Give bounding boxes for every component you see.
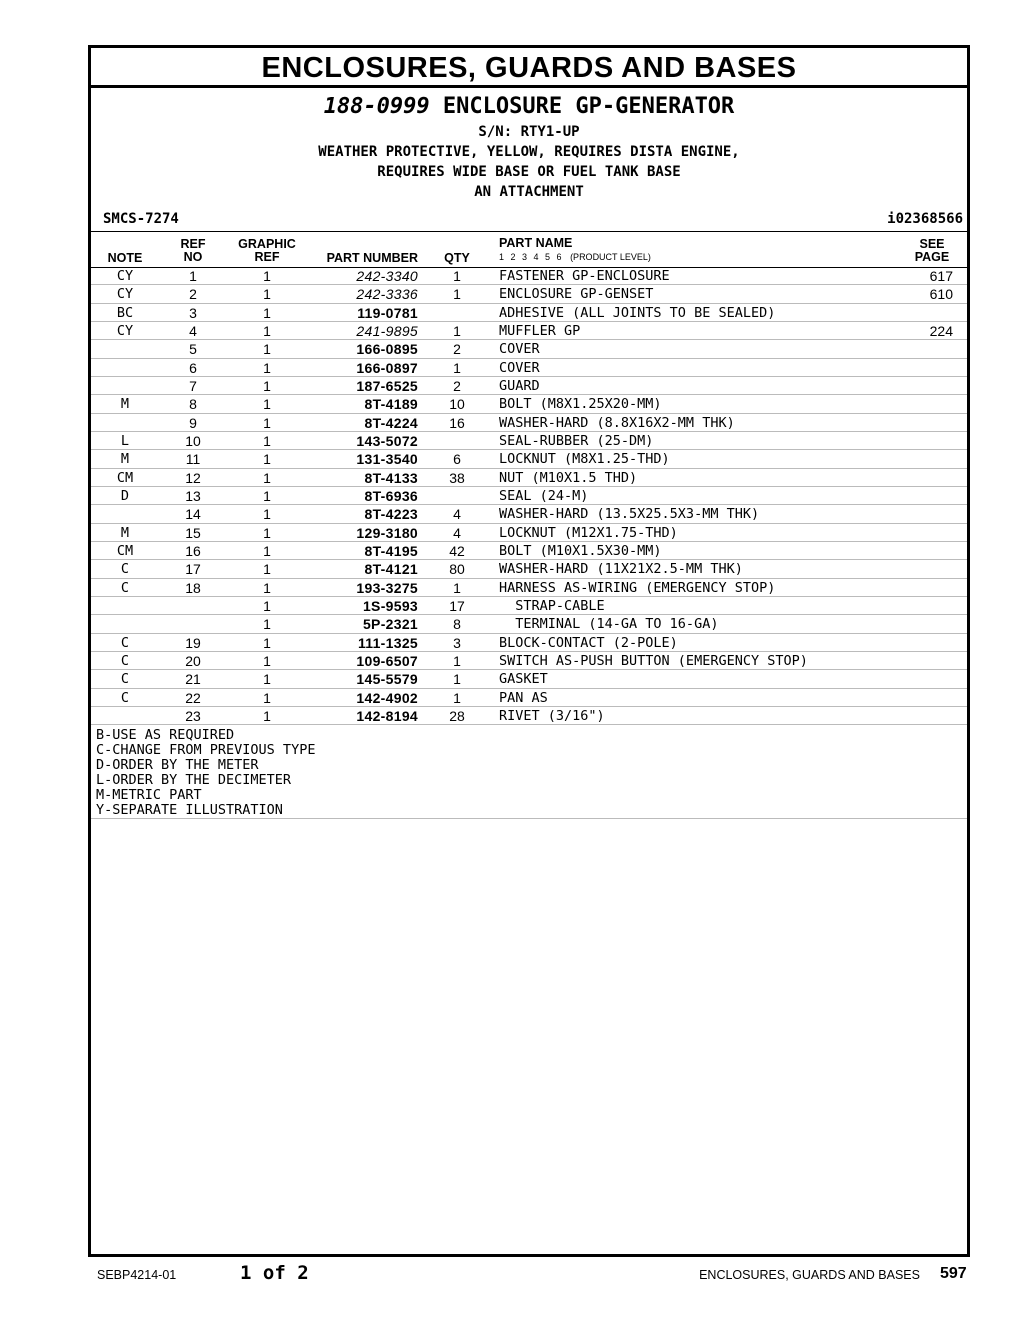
page-footer	[0, 1262, 1020, 1288]
table-row	[91, 689, 967, 707]
row-part-number: 143-5072	[356, 432, 418, 449]
table-row	[91, 432, 967, 450]
row-ref-no: 19	[185, 634, 201, 651]
row-ref-no: 21	[185, 671, 201, 688]
product-level-numbers: 1 2 3 4 5 6	[499, 252, 562, 262]
row-qty: 1	[453, 322, 461, 339]
table-row	[91, 505, 967, 523]
table-row	[91, 579, 967, 597]
row-graphic-ref: 1	[263, 506, 271, 523]
row-part-number: 119-0781	[357, 304, 418, 321]
row-graphic-ref: 1	[263, 579, 271, 596]
row-graphic-ref: 1	[263, 524, 271, 541]
table-row	[91, 469, 967, 487]
notes-legend	[96, 728, 315, 818]
row-qty: 1	[453, 579, 461, 596]
row-qty: 1	[453, 671, 461, 688]
graphic-header-line-2: REF	[254, 250, 280, 264]
row-note: M	[120, 524, 130, 541]
row-part-number: 145-5579	[356, 671, 418, 688]
row-graphic-ref: 1	[263, 469, 271, 486]
table-row	[91, 670, 967, 688]
row-graphic-ref: 1	[263, 322, 271, 339]
row-part-name: ENCLOSURE GP-GENSET	[499, 286, 654, 303]
row-ref-no: 7	[189, 377, 197, 394]
row-note: CM	[116, 469, 134, 486]
row-part-name: PAN AS	[499, 689, 548, 706]
row-ref-no: 5	[189, 341, 197, 358]
ref-header-line-1: REF	[180, 237, 206, 251]
row-note: CM	[116, 542, 134, 559]
table-row	[91, 304, 967, 322]
serial-number: S/N: RTY1-UP	[478, 124, 580, 140]
row-part-name: SEAL-RUBBER (25-DM)	[499, 432, 654, 449]
row-part-name: SEAL (24-M)	[499, 487, 589, 504]
group-title	[91, 94, 967, 119]
row-part-name: ADHESIVE (ALL JOINTS TO BE SEALED)	[499, 304, 776, 321]
row-part-name: WASHER-HARD (11X21X2.5-MM THK)	[499, 561, 743, 578]
table-row	[91, 267, 967, 285]
row-part-number: 242-3340	[356, 268, 418, 284]
row-graphic-ref: 1	[263, 396, 271, 413]
row-graphic-ref: 1	[263, 689, 271, 706]
row-note: M	[120, 451, 130, 468]
row-part-number: 166-0895	[356, 341, 418, 358]
row-ref-no: 3	[189, 304, 197, 321]
column-header-graphic-ref	[227, 238, 307, 264]
row-qty: 1	[453, 268, 461, 284]
row-graphic-ref: 1	[263, 377, 271, 394]
section-title: ENCLOSURES, GUARDS AND BASES	[91, 48, 967, 88]
row-note: C	[120, 671, 130, 688]
row-see-page: 617	[929, 268, 953, 284]
note-legend-item: M-METRIC PART	[96, 787, 202, 803]
row-part-number: 242-3336	[356, 286, 418, 303]
row-qty: 1	[453, 652, 461, 669]
row-part-name: LOCKNUT (M12X1.75-THD)	[499, 524, 678, 541]
row-part-name: LOCKNUT (M8X1.25-THD)	[499, 451, 670, 468]
row-part-number: 8T-4195	[364, 542, 418, 559]
row-part-number: 8T-4223	[364, 506, 418, 523]
row-part-number: 109-6507	[356, 652, 418, 669]
row-part-name: BLOCK-CONTACT (2-POLE)	[499, 634, 678, 651]
row-part-name: MUFFLER GP	[499, 322, 581, 339]
row-note: C	[120, 579, 130, 596]
row-qty: 1	[453, 286, 461, 303]
row-qty: 42	[449, 542, 465, 559]
see-header-line-1: SEE	[919, 237, 945, 251]
row-part-number: 8T-4133	[364, 469, 418, 486]
row-ref-no: 9	[189, 414, 197, 431]
row-note: CY	[116, 322, 134, 339]
row-graphic-ref: 1	[263, 707, 271, 724]
footer-page-of: 1 of 2	[240, 1262, 309, 1284]
row-part-number: 5P-2321	[362, 616, 418, 633]
group-description-line-1: WEATHER PROTECTIVE, YELLOW, REQUIRES DISTA ENGINE,	[318, 144, 740, 160]
table-row	[91, 414, 967, 432]
row-qty: 8	[453, 616, 461, 633]
row-note: C	[120, 652, 130, 669]
note-header-label: NOTE	[107, 251, 143, 265]
row-ref-no: 13	[185, 487, 201, 504]
product-level-label: (PRODUCT LEVEL)	[570, 252, 651, 262]
note-legend-item: L-ORDER BY THE DECIMETER	[96, 772, 292, 788]
row-note: BC	[116, 304, 134, 321]
table-row	[91, 322, 967, 340]
table-row	[91, 652, 967, 670]
table-row	[91, 707, 967, 725]
row-graphic-ref: 1	[263, 414, 271, 431]
row-qty: 80	[449, 561, 465, 578]
table-row	[91, 487, 967, 505]
row-part-name: TERMINAL (14-GA TO 16-GA)	[499, 616, 719, 633]
row-ref-no: 2	[189, 286, 197, 303]
table-row	[91, 524, 967, 542]
row-qty: 1	[453, 689, 461, 706]
row-ref-no: 8	[189, 396, 197, 413]
row-part-number: 142-4902	[356, 689, 418, 706]
row-part-name: STRAP-CABLE	[499, 597, 605, 614]
header-divider	[91, 231, 967, 232]
note-legend-item: C-CHANGE FROM PREVIOUS TYPE	[96, 742, 316, 758]
row-part-name: COVER	[499, 341, 540, 358]
footer-section: ENCLOSURES, GUARDS AND BASES	[699, 1268, 920, 1282]
table-row	[91, 615, 967, 633]
row-graphic-ref: 1	[263, 304, 271, 321]
footer-page-number: 597	[940, 1265, 967, 1282]
row-part-number: 187-6525	[356, 377, 418, 394]
smcs-code: SMCS-7274	[103, 211, 179, 227]
row-qty: 2	[453, 377, 461, 394]
row-part-name: WASHER-HARD (8.8X16X2-MM THK)	[499, 414, 735, 431]
row-graphic-ref: 1	[263, 652, 271, 669]
group-name: ENCLOSURE GP-GENERATOR	[442, 94, 735, 119]
row-part-number: 131-3540	[356, 451, 418, 468]
row-qty: 10	[449, 396, 465, 413]
row-ref-no: 11	[185, 451, 201, 468]
row-part-number: 166-0897	[356, 359, 418, 376]
row-qty: 17	[449, 597, 465, 614]
row-qty: 6	[453, 451, 461, 468]
group-part-number: 188-0999	[323, 94, 430, 119]
row-graphic-ref: 1	[263, 634, 271, 651]
row-ref-no: 14	[185, 506, 201, 523]
row-ref-no: 20	[185, 652, 201, 669]
row-part-number: 8T-6936	[364, 487, 418, 504]
row-part-number: 142-8194	[356, 707, 418, 724]
note-legend-item: B-USE AS REQUIRED	[96, 727, 235, 743]
row-graphic-ref: 1	[263, 616, 271, 633]
page-frame	[88, 45, 970, 1257]
table-row	[91, 450, 967, 468]
row-qty: 4	[453, 524, 461, 541]
row-note: D	[120, 487, 130, 504]
product-level-header	[499, 252, 651, 262]
column-header-qty: QTY	[444, 251, 470, 265]
column-header-see-page	[907, 238, 957, 264]
table-row	[91, 285, 967, 303]
row-ref-no: 22	[185, 689, 201, 706]
row-note: C	[120, 689, 130, 706]
row-graphic-ref: 1	[263, 542, 271, 559]
column-header-note	[105, 252, 145, 265]
notes-divider	[91, 818, 967, 819]
row-ref-no: 17	[185, 561, 201, 578]
row-qty: 16	[449, 414, 465, 431]
row-graphic-ref: 1	[263, 597, 271, 614]
row-part-number: 1S-9593	[362, 597, 418, 614]
row-ref-no: 12	[185, 469, 201, 486]
row-see-page: 610	[929, 286, 953, 303]
row-note: C	[120, 634, 130, 651]
table-row	[91, 377, 967, 395]
row-graphic-ref: 1	[263, 286, 271, 303]
group-description-line-2: REQUIRES WIDE BASE OR FUEL TANK BASE	[377, 164, 681, 180]
row-ref-no: 4	[189, 322, 197, 339]
row-part-name: RIVET (3/16")	[499, 707, 605, 724]
table-row	[91, 395, 967, 413]
column-header-part-name: PART NAME	[499, 236, 573, 250]
row-note: C	[120, 561, 130, 578]
row-qty: 3	[453, 634, 461, 651]
row-graphic-ref: 1	[263, 341, 271, 358]
row-graphic-ref: 1	[263, 451, 271, 468]
table-row	[91, 359, 967, 377]
row-ref-no: 18	[185, 579, 201, 596]
row-qty: 4	[453, 506, 461, 523]
row-ref-no: 1	[189, 268, 197, 284]
row-graphic-ref: 1	[263, 432, 271, 449]
table-row	[91, 560, 967, 578]
table-row	[91, 597, 967, 615]
row-qty: 1	[453, 359, 461, 376]
row-part-number: 129-3180	[356, 524, 418, 541]
row-qty: 38	[449, 469, 465, 486]
table-row	[91, 542, 967, 560]
row-ref-no: 6	[189, 359, 197, 376]
row-part-name: HARNESS AS-WIRING (EMERGENCY STOP)	[499, 579, 776, 596]
row-part-name: GASKET	[499, 671, 548, 688]
row-part-name: SWITCH AS-PUSH BUTTON (EMERGENCY STOP)	[499, 652, 808, 669]
note-legend-item: D-ORDER BY THE METER	[96, 757, 259, 773]
row-part-number: 8T-4224	[364, 414, 418, 431]
row-ref-no: 15	[185, 524, 201, 541]
row-part-number: 8T-4189	[364, 396, 418, 413]
row-ref-no: 23	[185, 707, 201, 724]
row-graphic-ref: 1	[263, 268, 271, 284]
group-header	[91, 88, 967, 231]
row-graphic-ref: 1	[263, 671, 271, 688]
row-ref-no: 10	[185, 432, 201, 449]
row-qty: 28	[449, 707, 465, 724]
row-part-name: BOLT (M10X1.5X30-MM)	[499, 542, 662, 559]
table-row	[91, 340, 967, 358]
row-part-name: FASTENER GP-ENCLOSURE	[499, 268, 670, 284]
column-header-part-number: PART NUMBER	[326, 251, 418, 265]
row-qty: 2	[453, 341, 461, 358]
row-note: CY	[116, 268, 134, 284]
row-part-number: 241-9895	[356, 322, 418, 339]
row-part-number: 193-3275	[356, 579, 418, 596]
row-ref-no: 16	[185, 542, 201, 559]
row-part-name: GUARD	[499, 377, 540, 394]
note-legend-item: Y-SEPARATE ILLUSTRATION	[96, 802, 283, 818]
row-graphic-ref: 1	[263, 359, 271, 376]
parts-table	[91, 267, 967, 725]
group-description-line-3: AN ATTACHMENT	[474, 184, 584, 200]
illustration-id: i02368566	[887, 211, 963, 227]
row-part-name: WASHER-HARD (13.5X25.5X3-MM THK)	[499, 506, 760, 523]
row-graphic-ref: 1	[263, 487, 271, 504]
row-note: M	[120, 396, 130, 413]
table-row	[91, 634, 967, 652]
row-see-page: 224	[929, 322, 953, 339]
row-part-number: 8T-4121	[364, 561, 418, 578]
row-part-name: COVER	[499, 359, 540, 376]
column-header-ref-no	[173, 238, 213, 264]
graphic-header-line-1: GRAPHIC	[238, 237, 296, 251]
row-note: CY	[116, 286, 134, 303]
row-note: L	[120, 432, 130, 449]
row-part-name: NUT (M10X1.5 THD)	[499, 469, 638, 486]
row-graphic-ref: 1	[263, 561, 271, 578]
row-part-name: BOLT (M8X1.25X20-MM)	[499, 396, 662, 413]
see-header-line-2: PAGE	[914, 250, 950, 264]
footer-doc-id: SEBP4214-01	[97, 1268, 177, 1282]
ref-header-line-2: NO	[183, 250, 203, 264]
row-part-number: 111-1325	[357, 634, 418, 651]
